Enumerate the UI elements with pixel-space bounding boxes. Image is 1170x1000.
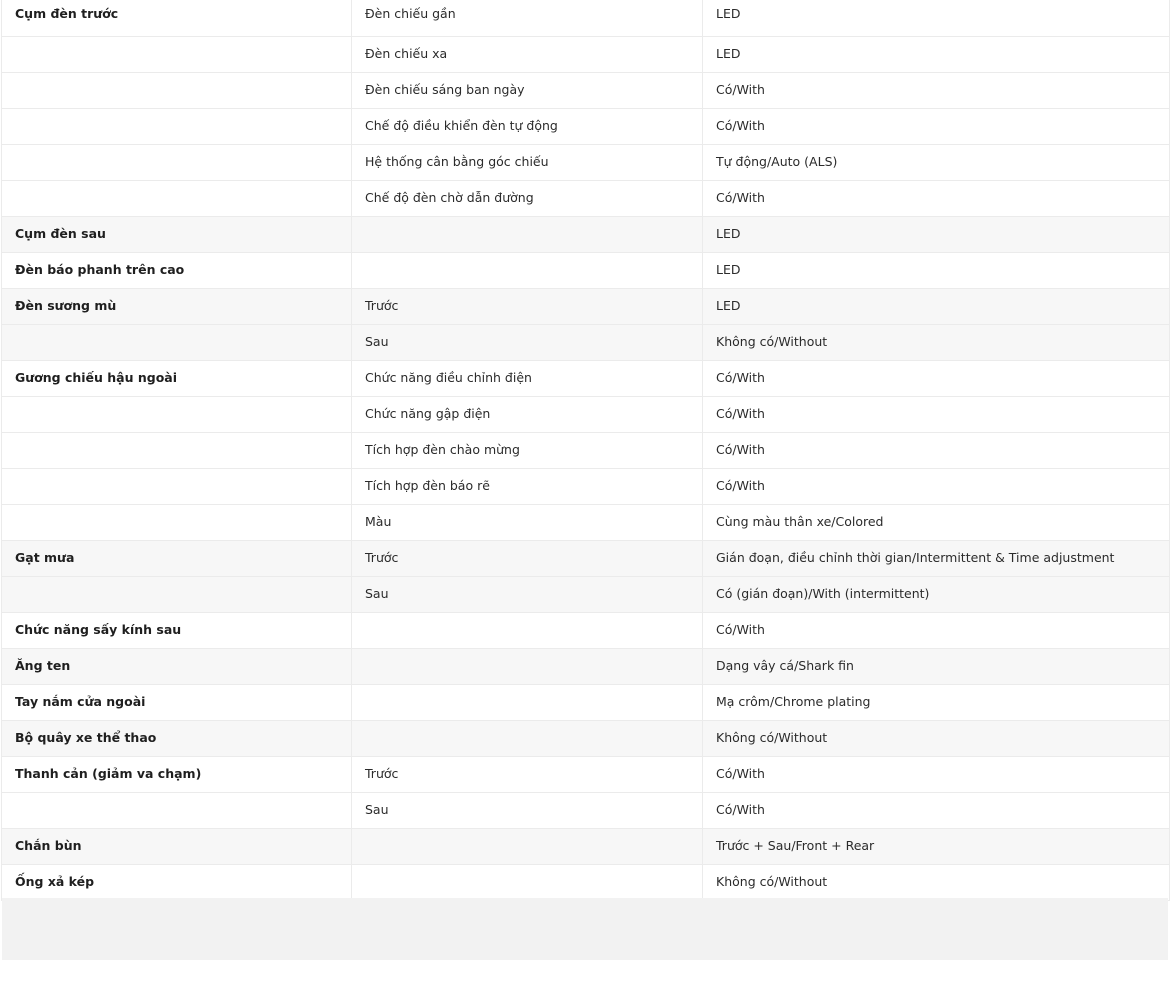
row-value: Có/With [703,756,1170,792]
row-value: Không có/Without [703,864,1170,900]
table-row [2,576,1170,612]
row-label [2,144,352,180]
table-row [2,0,1170,36]
table-row [2,36,1170,72]
table-row [2,540,1170,576]
row-sub-label: Sau [352,324,703,360]
row-value: LED [703,216,1170,252]
row-sub-label: Sau [352,576,703,612]
row-label [2,432,352,468]
row-label: Chắn bùn [2,828,352,864]
table-row [2,468,1170,504]
table-row [2,216,1170,252]
row-value: Có/With [703,396,1170,432]
table-row [2,360,1170,396]
row-value: Không có/Without [703,720,1170,756]
row-label [2,576,352,612]
table-row [2,432,1170,468]
table-row [2,324,1170,360]
row-label: Cụm đèn sau [2,216,352,252]
table-row [2,504,1170,540]
row-sub-label [352,216,703,252]
row-label [2,396,352,432]
row-label: Chức năng sấy kính sau [2,612,352,648]
table-row [2,756,1170,792]
row-sub-label: Tích hợp đèn chào mừng [352,432,703,468]
table-row [2,612,1170,648]
table-row [2,72,1170,108]
row-sub-label [352,828,703,864]
row-value: Có/With [703,108,1170,144]
row-sub-label [352,648,703,684]
row-value: Có/With [703,468,1170,504]
row-value: Có/With [703,360,1170,396]
row-label [2,504,352,540]
row-value: Gián đoạn, điều chỉnh thời gian/Intermittent & Time adjustment [703,540,1170,576]
row-value: Cùng màu thân xe/Colored [703,504,1170,540]
row-value: Có/With [703,432,1170,468]
row-value: Không có/Without [703,324,1170,360]
row-label: Đèn sương mù [2,288,352,324]
row-sub-label: Sau [352,792,703,828]
row-label [2,324,352,360]
row-sub-label: Chế độ đèn chờ dẫn đường [352,180,703,216]
row-value: Tự động/Auto (ALS) [703,144,1170,180]
row-sub-label: Chức năng gập điện [352,396,703,432]
row-label [2,36,352,72]
table-row [2,828,1170,864]
row-label: Gương chiếu hậu ngoài [2,360,352,396]
row-value: Dạng vây cá/Shark fin [703,648,1170,684]
row-sub-label: Hệ thống cân bằng góc chiếu [352,144,703,180]
table-row [2,792,1170,828]
row-sub-label: Chức năng điều chỉnh điện [352,360,703,396]
row-value: LED [703,288,1170,324]
row-label: Thanh cản (giảm va chạm) [2,756,352,792]
row-label: Ăng ten [2,648,352,684]
row-value: Mạ crôm/Chrome plating [703,684,1170,720]
row-sub-label [352,612,703,648]
row-sub-label: Màu [352,504,703,540]
row-value: Có/With [703,72,1170,108]
row-value: LED [703,36,1170,72]
row-label: Đèn báo phanh trên cao [2,252,352,288]
row-value: Có/With [703,792,1170,828]
row-label [2,108,352,144]
table-row [2,108,1170,144]
row-label [2,792,352,828]
table-row [2,252,1170,288]
row-label: Bộ quây xe thể thao [2,720,352,756]
row-label [2,468,352,504]
row-sub-label: Đèn chiếu gần [352,0,703,36]
row-sub-label: Chế độ điều khiển đèn tự động [352,108,703,144]
row-value: Có (gián đoạn)/With (intermittent) [703,576,1170,612]
table-row [2,684,1170,720]
row-sub-label [352,252,703,288]
spec-table [1,0,1170,901]
table-row [2,180,1170,216]
row-label [2,72,352,108]
row-sub-label: Trước [352,540,703,576]
row-value: LED [703,0,1170,36]
row-label: Tay nắm cửa ngoài [2,684,352,720]
row-sub-label: Tích hợp đèn báo rẽ [352,468,703,504]
table-row [2,648,1170,684]
row-sub-label [352,684,703,720]
table-row [2,720,1170,756]
row-sub-label [352,864,703,900]
row-label: Gạt mưa [2,540,352,576]
table-footer-band [2,898,1168,960]
row-value: LED [703,252,1170,288]
table-row [2,396,1170,432]
table-row [2,864,1170,900]
row-sub-label [352,720,703,756]
row-sub-label: Trước [352,288,703,324]
table-row [2,288,1170,324]
row-sub-label: Đèn chiếu sáng ban ngày [352,72,703,108]
row-sub-label: Đèn chiếu xa [352,36,703,72]
row-label: Ống xả kép [2,864,352,900]
row-sub-label: Trước [352,756,703,792]
row-value: Có/With [703,180,1170,216]
row-label: Cụm đèn trước [2,0,352,36]
table-row [2,144,1170,180]
row-value: Có/With [703,612,1170,648]
row-label [2,180,352,216]
row-value: Trước + Sau/Front + Rear [703,828,1170,864]
